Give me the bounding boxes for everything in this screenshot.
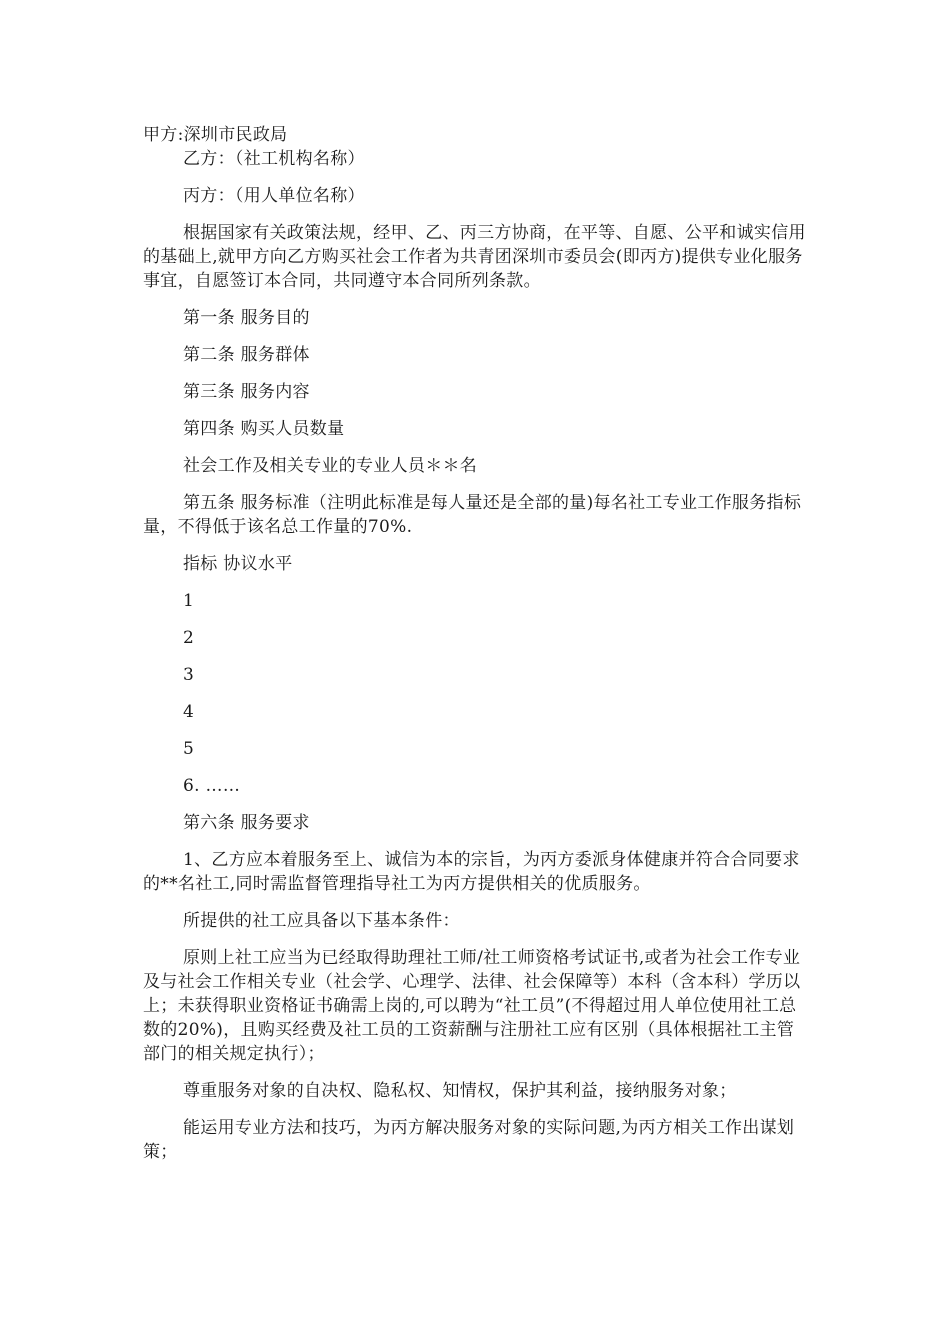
article-5-paragraph: 第五条 服务标准（注明此标准是每人量还是全部的量)每名社工专业工作服务指标量，不得低于该名总工作量的70%. [143,493,802,537]
article-4-heading: 第四条 购买人员数量 [183,419,345,439]
conditions-intro: 所提供的社工应具备以下基本条件： [183,911,460,931]
qualification-paragraph: 原则上社工应当为已经取得助理社工师/社工师资格考试证书,或者为社会工作专业及与社会工作相关专业（社会学、心理学、法律、社会保障等）本科（含本科）学历以上；未获得职业资格证书确需上岗的,可以聘为“社工员”(不得超过用人单位使用社工总数的20%)，且购买经费及社工员的工资薪酬与注册社工应有区别（具体根据社工主管部门的相关规定执行）； [143,948,801,1064]
article-1-heading: 第一条 服务目的 [183,308,310,328]
professional-methods-paragraph: 能运用专业方法和技巧，为丙方解决服务对象的实际问题,为丙方相关工作出谋划策； [143,1118,795,1162]
preamble-paragraph: 根据国家有关政策法规，经甲、乙、丙三方协商，在平等、自愿、公平和诚实信用的基础上,就甲方向乙方购买社会工作者为共青团深圳市委员会(即丙方)提供专业化服务事宜，自愿签订本合同，共同遵守本合同所列条款。 [143,223,806,291]
indicator-header: 指标 协议水平 [183,554,293,574]
requirement-1-paragraph: 1、乙方应本着服务至上、诚信为本的宗旨，为丙方委派身体健康并符合合同要求的**名社工,同时需监督管理指导社工为丙方提供相关的优质服务。 [143,850,800,894]
respect-rights-paragraph: 尊重服务对象的自决权、隐私权、知情权，保护其利益，接纳服务对象； [183,1081,737,1101]
party-c-line: 丙方：（用人单位名称） [183,186,365,206]
list-item: 4 [183,702,195,722]
list-item: 2 [183,628,195,648]
party-b-line: 乙方：（社工机构名称） [183,149,365,169]
article-2-heading: 第二条 服务群体 [183,345,310,365]
article-6-heading: 第六条 服务要求 [183,813,310,833]
contract-body [143,123,808,1177]
list-item: 6. …… [183,776,241,796]
staff-count-line: 社会工作及相关专业的专业人员＊＊名 [183,456,478,476]
party-a-line: 甲方:深圳市民政局 [143,125,288,145]
list-item: 1 [183,591,195,611]
article-3-heading: 第三条 服务内容 [183,382,310,402]
indicator-list [143,589,808,798]
list-item: 3 [183,665,195,685]
list-item: 5 [183,739,195,759]
